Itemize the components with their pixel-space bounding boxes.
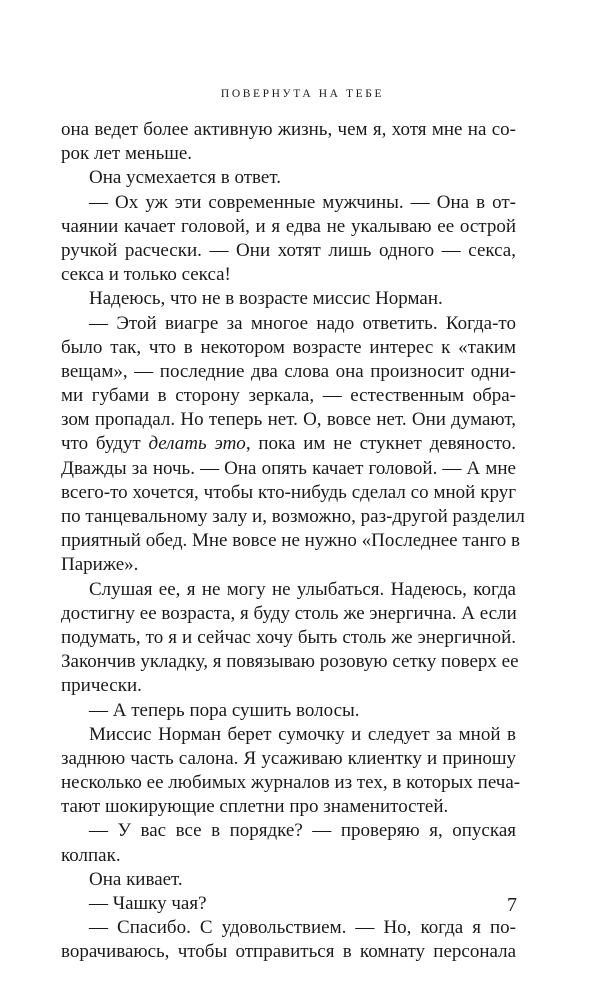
text-line: Она кивает. xyxy=(89,868,183,890)
text-line: Закончив укладку, я повязываю розовую сетку поверх ее xyxy=(61,651,519,673)
page-number: 7 xyxy=(507,894,517,916)
text-segment: что будут xyxy=(61,433,149,455)
text-line: приятный обед. Мне вовсе не нужно «Последнее танго в xyxy=(61,530,521,552)
text-line: ручкой расчески. — Они хотят лишь одного — секса, xyxy=(61,239,516,261)
text-line: — Ох уж эти современные мужчины. — Она в от- xyxy=(89,191,516,213)
text-line: — Чашку чая? xyxy=(89,893,207,914)
text-line: Надеюсь, что не в возрасте миссис Норман. xyxy=(89,288,443,310)
text-line: Миссис Норман берет сумочку и следует за мной в xyxy=(89,723,516,745)
text-line: по танцевальному залу и, возможно, раз-другой разделил xyxy=(61,506,525,527)
text-line: колпак. xyxy=(61,844,121,866)
text-line: Она усмехается в ответ. xyxy=(89,167,281,189)
running-head: ПОВЕРНУТА НА ТЕБЕ xyxy=(220,88,385,100)
text-line: — У вас все в порядке? — проверяю я, опуская xyxy=(89,820,516,842)
text-line xyxy=(61,432,516,456)
text-line: — Этой виагре за многое надо ответить. Когда-то xyxy=(89,312,516,334)
text-line: подумать, то я и сейчас хочу быть столь же энергичной. xyxy=(61,626,516,648)
text-line: чаянии качает головой, и я едва не укалываю ее острой xyxy=(61,215,516,237)
text-segment: , пока им не стукнет девяносто. xyxy=(245,433,517,455)
text-line: она ведет более активную жизнь, чем я, хотя мне на со- xyxy=(61,119,516,140)
text-line: — Спасибо. С удовольствием. — Но, когда я по- xyxy=(89,917,516,939)
text-line: — А теперь пора сушить волосы. xyxy=(89,699,360,721)
text-line: Слушая ее, я не могу не улыбаться. Надеюсь, когда xyxy=(89,578,516,600)
body-text xyxy=(61,118,525,965)
text-line: рок лет меньше. xyxy=(61,143,193,165)
text-line: прически. xyxy=(61,675,142,697)
text-line: ми губами в сторону зеркала, — естественным обра- xyxy=(61,385,516,407)
text-line: было так, что в некотором возрасте интерес к «таким xyxy=(61,336,516,358)
text-line: заднюю часть салона. Я усаживаю клиентку и приношу xyxy=(61,747,516,769)
text-line: всего-то хочется, чтобы кто-нибудь сделал со мной круг xyxy=(61,481,516,503)
text-line: вещам», — последние два слова она произносит одни- xyxy=(61,360,516,382)
emphasis-text: делать это xyxy=(148,433,246,455)
text-line: тают шокирующие сплетни про знаменитостей. xyxy=(61,796,449,818)
text-line: ворачиваюсь, чтобы отправиться в комнату персонала xyxy=(61,941,516,963)
text-line: секса и только секса! xyxy=(61,264,231,286)
text-line: Дважды за ночь. — Она опять качает головой. — А мне xyxy=(61,457,516,479)
text-line: несколько ее любимых журналов из тех, в которых печа- xyxy=(61,772,521,794)
text-line: зом пропадал. Но теперь нет. О, вовсе нет. Они думают, xyxy=(61,409,516,431)
text-line: достигну ее возраста, я буду столь же энергична. А если xyxy=(61,602,517,624)
text-line: Париже». xyxy=(61,554,139,576)
